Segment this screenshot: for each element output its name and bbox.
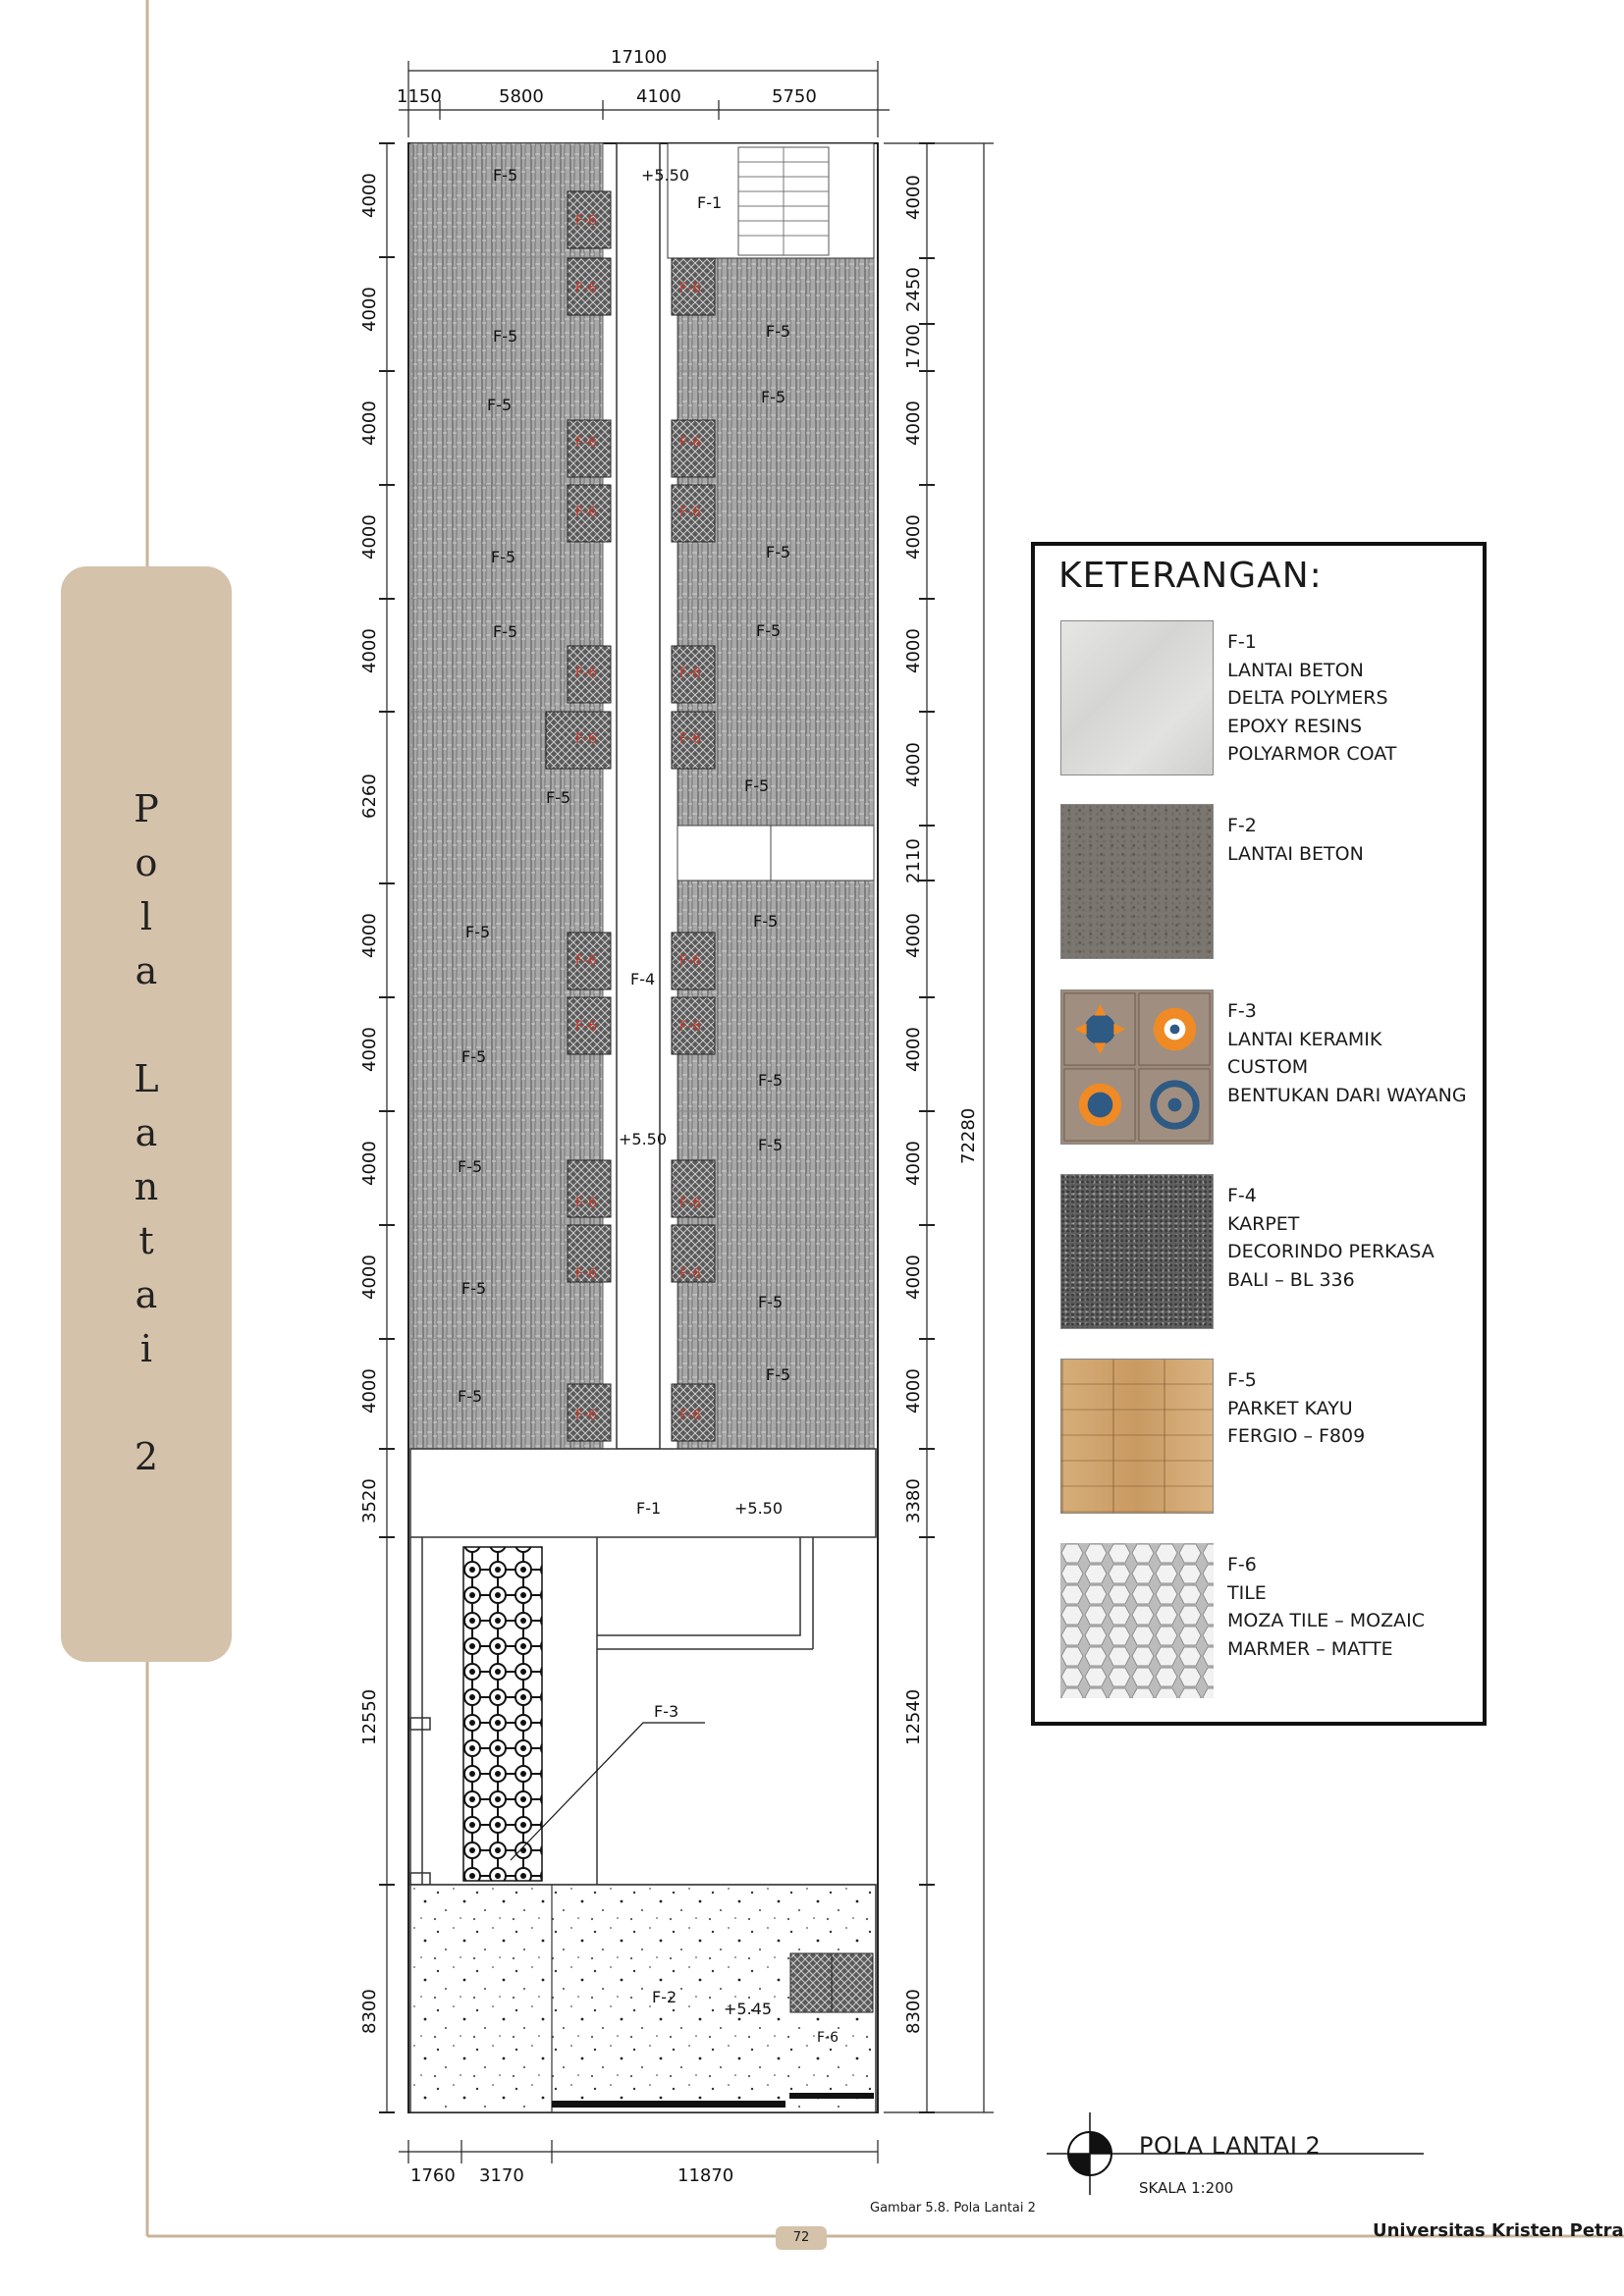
svg-text:2110: 2110	[903, 838, 924, 883]
dim-top: 1150	[397, 86, 442, 107]
label-f6: F-6	[575, 1408, 598, 1423]
svg-text:4000: 4000	[359, 628, 380, 673]
f4-corridor	[617, 143, 660, 1449]
label-f5: F-5	[753, 912, 779, 931]
f4-swatch	[1060, 1174, 1214, 1329]
svg-text:4000: 4000	[903, 1368, 924, 1414]
label-f6: F-6	[679, 1019, 702, 1035]
legend-text: F-6 TILE MOZA TILE – MOZAIC MARMER – MATTE	[1227, 1554, 1426, 1660]
label-f6: F-6	[679, 731, 702, 747]
label-f5: F-5	[493, 327, 518, 346]
label-f6: F-6	[575, 1196, 598, 1211]
label-f5: F-5	[487, 396, 513, 414]
label-f6: F-6	[679, 1196, 702, 1211]
building-plan	[408, 143, 878, 2112]
label-f6: F-6	[575, 1019, 598, 1035]
label-f3: F-3	[654, 1702, 679, 1721]
dim-bottom: 3170	[479, 2165, 524, 2186]
f3-swatch	[1060, 989, 1214, 1145]
svg-text:3380: 3380	[903, 1478, 924, 1523]
label-f6: F-6	[575, 435, 598, 451]
f1-band	[410, 1449, 876, 1537]
svg-text:4000: 4000	[903, 514, 924, 560]
f6-swatch	[1060, 1543, 1214, 1698]
threshold-bar	[789, 2093, 874, 2099]
svg-text:4000: 4000	[359, 1141, 380, 1186]
university-name: Universitas Kristen Petra	[1373, 2220, 1624, 2241]
label-f5: F-5	[546, 788, 571, 807]
dimension-text-left	[359, 173, 380, 2034]
dim-overall: 72280	[958, 1107, 979, 1164]
label-f5: F-5	[493, 166, 518, 185]
svg-text:4000: 4000	[903, 1255, 924, 1300]
page-number: 72	[776, 2226, 827, 2250]
svg-text:4000: 4000	[359, 287, 380, 332]
label-f6: F-6	[679, 666, 702, 681]
label-f5: F-5	[493, 622, 518, 641]
label-f5: F-5	[758, 1071, 784, 1090]
label-f5: F-5	[461, 1047, 487, 1066]
svg-text:1700: 1700	[903, 324, 924, 369]
svg-text:8300: 8300	[359, 1989, 380, 2034]
svg-text:6260: 6260	[359, 774, 380, 819]
threshold-bar	[552, 2101, 785, 2108]
label-elev: +5.50	[641, 166, 690, 185]
svg-text:4000: 4000	[359, 913, 380, 958]
svg-text:4000: 4000	[359, 173, 380, 218]
legend-box	[1031, 542, 1487, 1726]
legend-text: F-3 LANTAI KERAMIK CUSTOM BENTUKAN DARI WAYANG	[1227, 1000, 1467, 1106]
legend-text: F-4 KARPET DECORINDO PERKASA BALI – BL 336	[1227, 1185, 1435, 1291]
label-f5: F-5	[766, 1365, 791, 1384]
dim-bottom: 11870	[677, 2165, 734, 2186]
svg-text:12540: 12540	[903, 1688, 924, 1745]
drawing-title: POLA LANTAI 2	[1139, 2132, 1322, 2160]
dim-bottom: 1760	[410, 2165, 456, 2186]
label-f1: F-1	[636, 1499, 662, 1518]
svg-text:4000: 4000	[903, 1027, 924, 1072]
label-elev: +5.45	[724, 2000, 773, 2018]
label-f6: F-6	[679, 435, 702, 451]
label-f6: F-6	[679, 1266, 702, 1282]
legend-title: KETERANGAN:	[1058, 556, 1323, 596]
svg-text:4000: 4000	[359, 400, 380, 446]
label-elev: +5.50	[734, 1499, 784, 1518]
svg-text:3520: 3520	[359, 1478, 380, 1523]
label-f6: F-6	[817, 2030, 839, 2046]
side-title-tab	[61, 566, 232, 1662]
side-title: P o l a L a n t a i 2	[134, 787, 159, 1478]
f3-keramik-column	[463, 1547, 542, 1881]
label-f5: F-5	[744, 776, 770, 795]
label-f6: F-6	[575, 505, 598, 520]
label-f1: F-1	[697, 193, 723, 212]
label-f6: F-6	[575, 281, 598, 296]
svg-text:4000: 4000	[359, 1255, 380, 1300]
f1-swatch	[1060, 620, 1214, 775]
dim-top-total: 17100	[611, 47, 668, 68]
label-f6: F-6	[679, 281, 702, 296]
label-f5: F-5	[766, 543, 791, 561]
label-f5: F-5	[458, 1387, 483, 1406]
dim-top: 5750	[772, 86, 817, 107]
label-f6: F-6	[575, 1266, 598, 1282]
label-f5: F-5	[458, 1157, 483, 1176]
right-gap-room	[677, 826, 874, 881]
label-elev: +5.50	[619, 1130, 668, 1148]
svg-text:4000: 4000	[903, 742, 924, 787]
f2-swatch	[1060, 804, 1214, 959]
svg-text:4000: 4000	[359, 1368, 380, 1414]
svg-text:4000: 4000	[903, 913, 924, 958]
svg-text:4000: 4000	[903, 628, 924, 673]
drawing-scale: SKALA 1:200	[1139, 2179, 1234, 2197]
dimension-text-right	[903, 175, 979, 2034]
label-f4: F-4	[630, 970, 656, 988]
label-f2: F-2	[652, 1988, 677, 2006]
label-f6: F-6	[679, 505, 702, 520]
svg-text:2450: 2450	[903, 267, 924, 312]
svg-text:4000: 4000	[359, 1027, 380, 1072]
label-f6: F-6	[575, 213, 598, 229]
legend-text: F-5 PARKET KAYU FERGIO – F809	[1227, 1369, 1366, 1447]
svg-text:8300: 8300	[903, 1989, 924, 2034]
legend-text: F-2 LANTAI BETON	[1227, 815, 1364, 865]
label-f5: F-5	[761, 388, 786, 406]
label-f6: F-6	[575, 666, 598, 681]
f5-swatch	[1060, 1359, 1214, 1514]
label-f5: F-5	[758, 1136, 784, 1154]
legend-text: F-1 LANTAI BETON DELTA POLYMERS EPOXY RESINS POLYARMOR COAT	[1227, 631, 1397, 765]
label-f5: F-5	[766, 322, 791, 341]
stairs-symbol	[738, 147, 829, 255]
svg-text:4000: 4000	[903, 1141, 924, 1186]
dim-top: 4100	[636, 86, 681, 107]
label-f5: F-5	[465, 923, 491, 941]
svg-text:4000: 4000	[903, 175, 924, 220]
dim-top: 5800	[499, 86, 544, 107]
label-f5: F-5	[758, 1293, 784, 1311]
label-f6: F-6	[575, 731, 598, 747]
label-f6: F-6	[575, 953, 598, 969]
label-f5: F-5	[461, 1279, 487, 1298]
svg-text:4000: 4000	[359, 514, 380, 560]
svg-text:4000: 4000	[903, 400, 924, 446]
label-f6: F-6	[679, 1408, 702, 1423]
label-f6: F-6	[679, 953, 702, 969]
label-f5: F-5	[756, 621, 782, 640]
figure-caption: Gambar 5.8. Pola Lantai 2	[870, 2201, 1036, 2216]
label-f5: F-5	[491, 548, 516, 566]
svg-text:12550: 12550	[359, 1688, 380, 1745]
